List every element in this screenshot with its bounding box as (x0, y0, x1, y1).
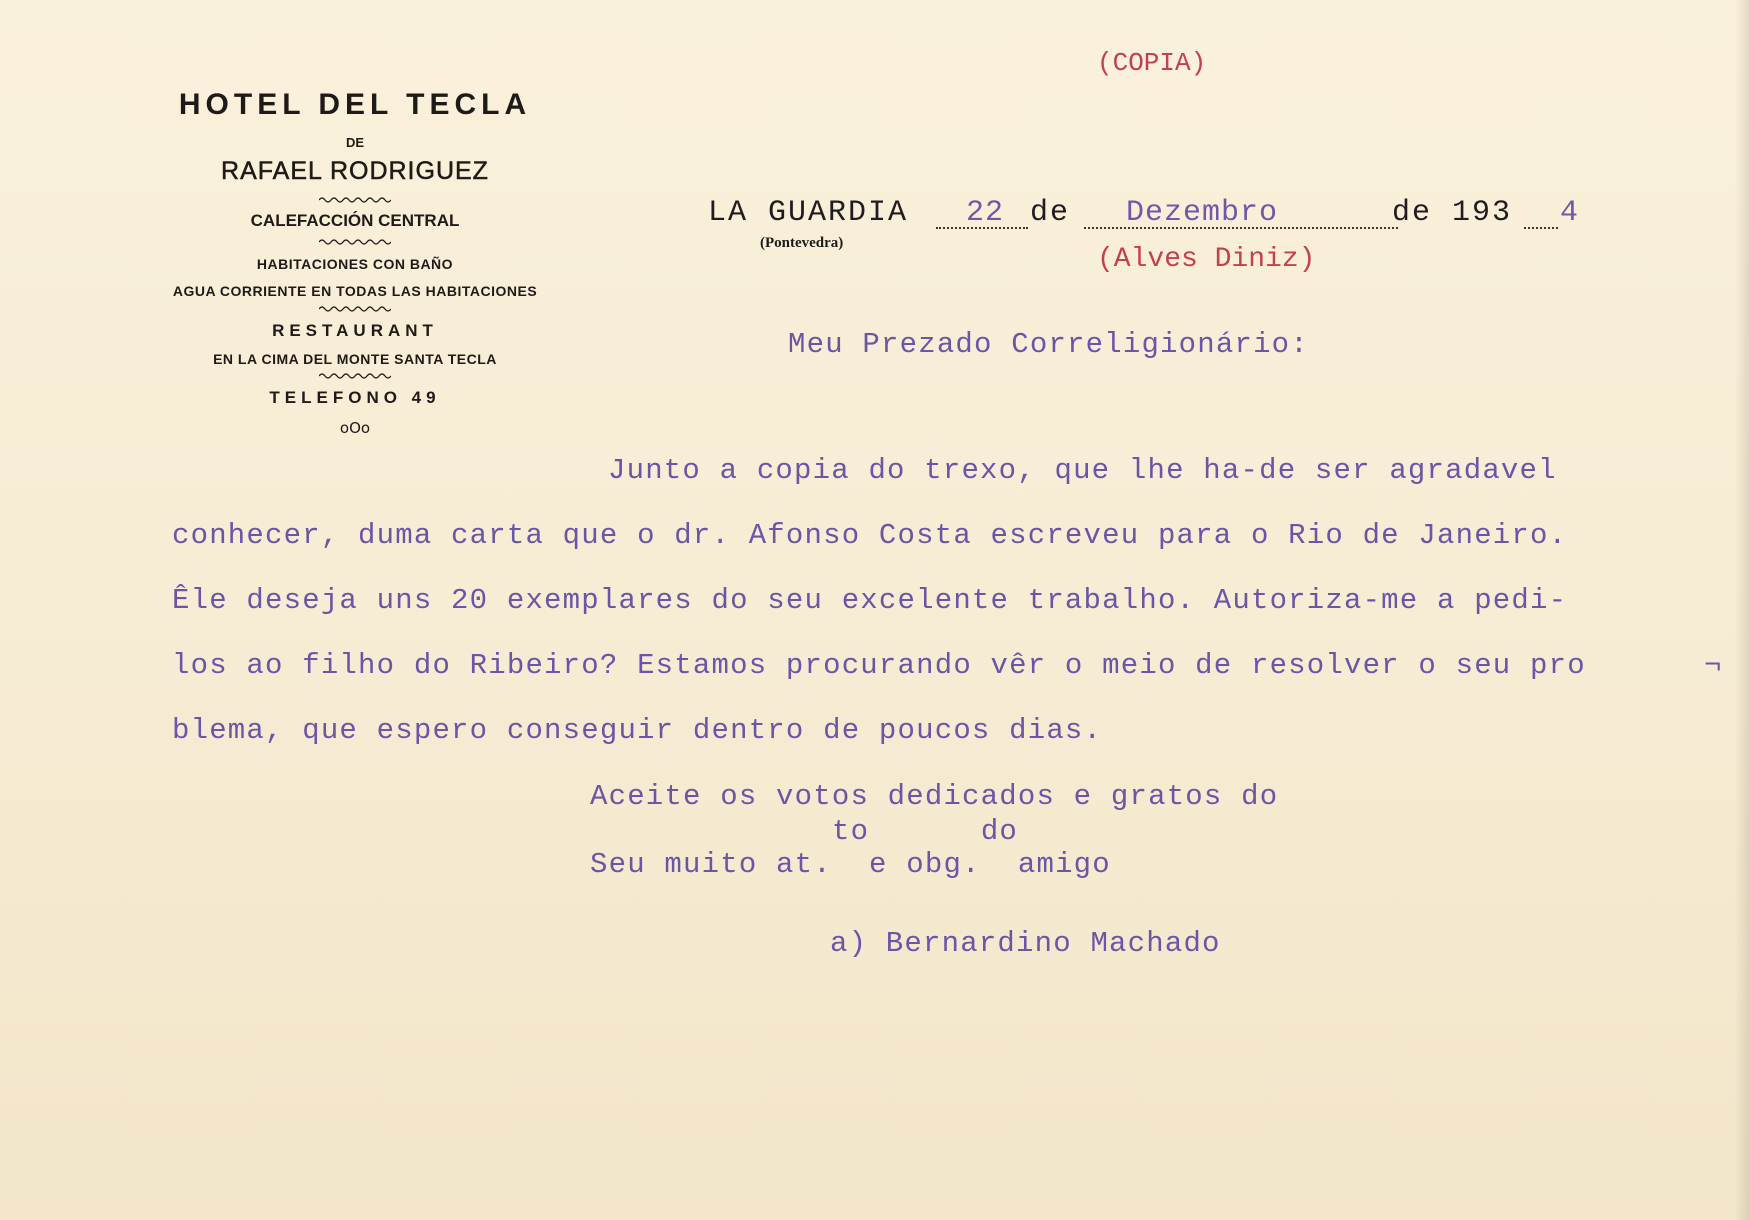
salutation: Meu Prezado Correligionário: (788, 328, 1309, 361)
closing-line-2: to do (832, 815, 1019, 848)
date-day: 22 (966, 196, 1005, 230)
letterhead-habitaciones: HABITACIONES CON BAÑO (256, 256, 454, 272)
line-continuation-mark: ¬ (1704, 649, 1723, 682)
letterhead-calefaccion: CALEFACCIÓN CENTRAL (250, 211, 460, 230)
letterhead-owner: RAFAEL RODRIGUEZ (221, 157, 489, 185)
body-line-5: blema, que espero conseguir dentro de poucos dias. (172, 714, 1103, 747)
wave-divider-icon (319, 305, 391, 313)
letterhead-hotel-name: HOTEL DEL TECLA (178, 88, 532, 121)
date-year-digit: 4 (1560, 196, 1580, 230)
wave-divider-icon (319, 372, 391, 380)
date-province: (Pontevedra) (760, 235, 844, 251)
wave-divider-icon (319, 196, 391, 204)
body-line-4: los ao filho do Ribeiro? Estamos procurando vêr o meio de resolver o seu pro (172, 649, 1586, 682)
date-de-2: de 193 (1392, 196, 1513, 230)
body-line-2: conhecer, duma carta que o dr. Afonso Costa escreveu para o Rio de Janeiro. (172, 519, 1568, 552)
letterhead-agua: AGUA CORRIENTE EN TODAS LAS HABITACIONES (172, 283, 538, 299)
body-line-1: Junto a copia do trexo, que lhe ha-de ser agradavel (608, 454, 1557, 487)
date-place: LA GUARDIA (708, 196, 909, 230)
date-de-1: de (1030, 196, 1071, 230)
signature: a) Bernardino Machado (830, 927, 1221, 960)
alves-diniz-stamp: (Alves Diniz) (1097, 244, 1316, 275)
letterhead-de: DE (345, 135, 365, 150)
year-dotted-line (1524, 227, 1558, 229)
letterhead-ornament: oOo (339, 419, 371, 437)
letterhead-cima: EN LA CIMA DEL MONTE SANTA TECLA (213, 351, 497, 367)
letterhead-telefono: TELEFONO 49 (269, 388, 441, 407)
date-month: Dezembro (1126, 196, 1279, 230)
body-line-3: Êle deseja uns 20 exemplares do seu excelente trabalho. Autoriza-me a pedi- (172, 584, 1568, 617)
paper-edge-shadow (1735, 0, 1749, 1220)
closing-line-3: Seu muito at. e obg. amigo (590, 848, 1111, 881)
date-line (708, 196, 1588, 236)
wave-divider-icon (319, 238, 391, 246)
copia-stamp: (COPIA) (1097, 48, 1207, 78)
closing-line-1: Aceite os votos dedicados e gratos do (590, 780, 1279, 813)
letterhead-restaurant: RESTAURANT (272, 321, 438, 340)
